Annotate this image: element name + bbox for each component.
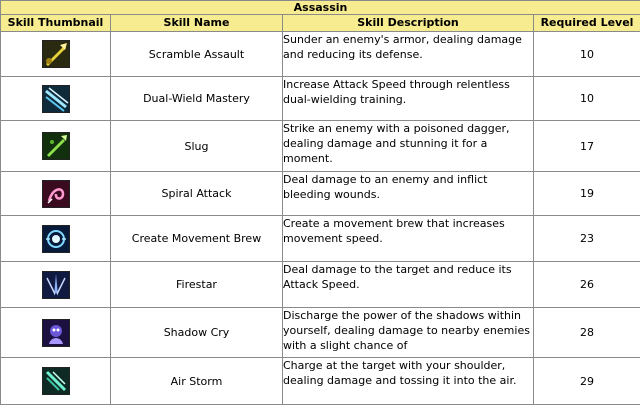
header-skill-description: Skill Description <box>283 15 534 32</box>
table-row <box>1 308 640 358</box>
skill-description-cell <box>283 216 534 262</box>
skill-description-cell <box>283 308 534 358</box>
create-movement-brew-icon <box>42 225 70 253</box>
skill-description-text: Discharge the power of the shadows within yourself, dealing damage to nearby enemies with a slight chance of <box>283 309 530 352</box>
skill-description-text: Charge at the target with your shoulder, dealing damage and tossing it into the air. <box>283 359 517 387</box>
required-level-cell: 19 <box>534 172 640 216</box>
header-required-level: Required Level <box>534 15 640 32</box>
skill-description-cell <box>283 77 534 121</box>
required-level-cell: 10 <box>534 77 640 121</box>
table-row <box>1 358 640 405</box>
header-skill-name: Skill Name <box>111 15 283 32</box>
skill-thumbnail-cell <box>1 32 111 77</box>
required-level-cell: 10 <box>534 32 640 77</box>
skill-description-cell <box>283 358 534 405</box>
skill-description-text: Increase Attack Speed through relentless dual-wielding training. <box>283 78 510 106</box>
required-level-cell: 29 <box>534 358 640 405</box>
scramble-assault-icon <box>42 40 70 68</box>
skill-thumbnail-cell <box>1 121 111 172</box>
skill-description-text: Strike an enemy with a poisoned dagger, dealing damage and stunning it for a moment. <box>283 122 510 165</box>
required-level-cell: 28 <box>534 308 640 358</box>
skill-name-cell: Air Storm <box>111 358 283 405</box>
required-level-cell: 17 <box>534 121 640 172</box>
table-row <box>1 77 640 121</box>
skill-description-cell <box>283 121 534 172</box>
skill-description-text: Create a movement brew that increases movement speed. <box>283 217 505 245</box>
table-row <box>1 172 640 216</box>
skill-description-cell <box>283 32 534 77</box>
firestar-icon <box>42 271 70 299</box>
air-storm-icon <box>42 367 70 395</box>
slug-icon <box>42 132 70 160</box>
skill-thumbnail-cell <box>1 262 111 308</box>
skill-thumbnail-cell <box>1 172 111 216</box>
table-row <box>1 216 640 262</box>
skill-thumbnail-cell <box>1 216 111 262</box>
skill-name-cell: Create Movement Brew <box>111 216 283 262</box>
skill-description-text: Deal damage to an enemy and inflict bleeding wounds. <box>283 173 488 201</box>
required-level-cell: 26 <box>534 262 640 308</box>
skill-thumbnail-cell <box>1 358 111 405</box>
skill-name-cell: Shadow Cry <box>111 308 283 358</box>
dual-wield-mastery-icon <box>42 85 70 113</box>
skill-description-cell <box>283 262 534 308</box>
table-row <box>1 121 640 172</box>
skill-name-cell: Scramble Assault <box>111 32 283 77</box>
skill-name-cell: Spiral Attack <box>111 172 283 216</box>
spiral-attack-icon <box>42 180 70 208</box>
header-skill-thumbnail: Skill Thumbnail <box>1 15 111 32</box>
skill-name-cell: Slug <box>111 121 283 172</box>
skill-name-cell: Firestar <box>111 262 283 308</box>
table-row <box>1 32 640 77</box>
skill-thumbnail-cell <box>1 77 111 121</box>
skill-description-cell <box>283 172 534 216</box>
skill-name-cell: Dual-Wield Mastery <box>111 77 283 121</box>
table-title: Assassin <box>1 1 640 15</box>
required-level-cell: 23 <box>534 216 640 262</box>
skill-description-text: Sunder an enemy's armor, dealing damage and reducing its defense. <box>283 33 522 61</box>
table-row <box>1 262 640 308</box>
skill-description-text: Deal damage to the target and reduce its Attack Speed. <box>283 263 512 291</box>
skill-thumbnail-cell <box>1 308 111 358</box>
shadow-cry-icon <box>42 319 70 347</box>
